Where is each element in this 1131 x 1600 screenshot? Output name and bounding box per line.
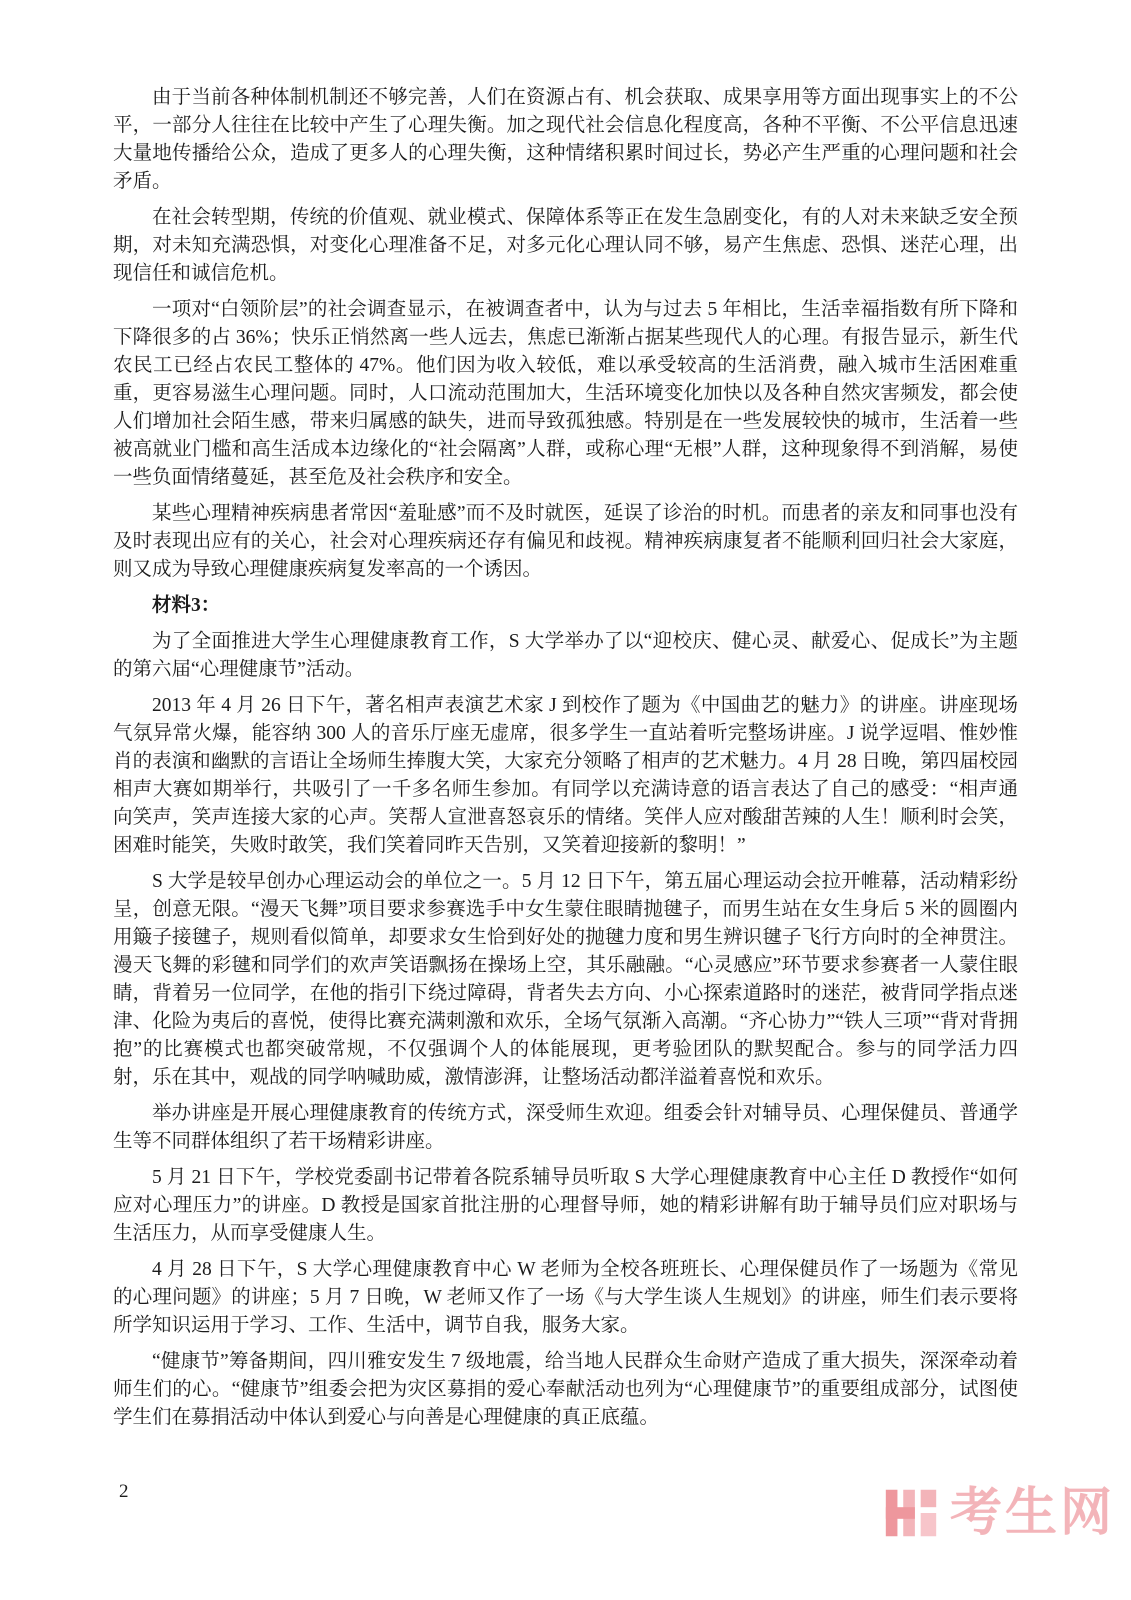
paragraph: 由于当前各种体制机制还不够完善，人们在资源占有、机会获取、成果享用等方面出现事实上的不公平，一部分人往往在比较中产生了心理失衡。加之现代社会信息化程度高，各种不平衡、不公平信息迅速大量地传播给公众，造成了更多人的心理失衡，这种情绪积累时间过长，势必产生严重的心理问题和社会矛盾。: [113, 87, 1018, 192]
watermark: [880, 1482, 1115, 1544]
paragraph: 举办讲座是开展心理健康教育的传统方式，深受师生欢迎。组委会针对辅导员、心理保健员、普通学生等不同群体组织了若干场精彩讲座。: [113, 1103, 1018, 1152]
paragraph: “健康节”筹备期间，四川雅安发生 7 级地震，给当地人民群众生命财产造成了重大损失，深深牵动着师生们的心。“健康节”组委会把为灾区募捐的爱心奉献活动也列为“心理健康节”的重要组成部分，试图使学生们在募捐活动中体认到爱心与向善是心理健康的真正底蕴。: [113, 1351, 1018, 1428]
paragraph: 5 月 21 日下午，学校党委副书记带着各院系辅导员听取 S 大学心理健康教育中心主任 D 教授作“如何应对心理压力”的讲座。D 教授是国家首批注册的心理督导师，她的精彩讲解有助于辅导员们应对职场与生活压力，从而享受健康人生。: [113, 1167, 1018, 1244]
paragraph: 在社会转型期，传统的价值观、就业模式、保障体系等正在发生急剧变化，有的人对未来缺乏安全预期，对未知充满恐惧，对变化心理准备不足，对多元化心理认同不够，易产生焦虑、恐惧、迷茫心理，出现信任和诚信危机。: [113, 207, 1018, 284]
paragraph: 为了全面推进大学生心理健康教育工作，S 大学举办了以“迎校庆、健心灵、献爱心、促成长”为主题的第六届“心理健康节”活动。: [113, 631, 1018, 680]
paragraph: 一项对“白领阶层”的社会调查显示，在被调查者中，认为与过去 5 年相比，生活幸福指数有所下降和下降很多的占 36%；快乐正悄然离一些人远去，焦虑已渐渐占据某些现代人的心理。有报告显示，新生代农民工已经占农民工整体的 47%。他们因为收入较低，难以承受较高的生活消费，融入城市生活困难重重，更容易滋生心理问题。同时，人口流动范围加大，生活环境变化加快以及各种自然灾害频发，都会使人们增加社会陌生感，带来归属感的缺失，进而导致孤独感。特别是在一些发展较快的城市，生活着一些被高就业门槛和高生活成本边缘化的“社会隔离”人群，或称心理“无根”人群，这种现象得不到消解，易使一些负面情绪蔓延，甚至危及社会秩序和安全。: [113, 299, 1018, 488]
paragraph: S 大学是较早创办心理运动会的单位之一。5 月 12 日下午，第五届心理运动会拉开帷幕，活动精彩纷呈，创意无限。“漫天飞舞”项目要求参赛选手中女生蒙住眼睛抛毽子，而男生站在女生身后 5 米的圆圈内用簸子接毽子，规则看似简单，却要求女生恰到好处的抛毽力度和男生辨识毽子飞行方向时的全神贯注。漫天飞舞的彩毽和同学们的欢声笑语飘扬在操场上空，其乐融融。“心灵感应”环节要求参赛者一人蒙住眼睛，背着另一位同学，在他的指引下绕过障碍，背者失去方向、小心探索道路时的迷茫，被背同学指点迷津、化险为夷后的喜悦，使得比赛充满刺激和欢乐，全场气氛渐入高潮。“齐心协力”“铁人三项”“背对背拥抱”的比赛模式也都突破常规，不仅强调个人的体能展现，更考验团队的默契配合。参与的同学活力四射，乐在其中，观战的同学呐喊助威，激情澎湃，让整场活动都洋溢着喜悦和欢乐。: [113, 871, 1018, 1088]
document-content: [113, 84, 1018, 1440]
paragraph: 4 月 28 日下午，S 大学心理健康教育中心 W 老师为全校各班班长、心理保健员作了一场题为《常见的心理问题》的讲座；5 月 7 日晚，W 老师又作了一场《与大学生谈人生规划》的讲座，师生们表示要将所学知识运用于学习、工作、生活中，调节自我，服务大家。: [113, 1259, 1018, 1336]
paragraph: 某些心理精神疾病患者常因“羞耻感”而不及时就医，延误了诊治的时机。而患者的亲友和同事也没有及时表现出应有的关心，社会对心理疾病还存有偏见和歧视。精神疾病康复者不能顺利回归社会大家庭，则又成为导致心理健康疾病复发率高的一个诱因。: [113, 503, 1018, 580]
watermark-text: 考生网: [949, 1484, 1115, 1542]
section-heading: 材料3：: [152, 595, 221, 616]
page-number: 2: [119, 1481, 129, 1502]
paragraph: 2013 年 4 月 26 日下午，著名相声表演艺术家 J 到校作了题为《中国曲艺的魅力》的讲座。讲座现场气氛异常火爆，能容纳 300 人的音乐厅座无虚席，很多学生一直站着听完整场讲座。J 说学逗唱、惟妙惟肖的表演和幽默的言语让全场师生捧腹大笑，大家充分领略了相声的艺术魅力。4 月 28 日晚，第四届校园相声大赛如期举行，共吸引了一千多名师生参加。有同学以充满诗意的语言表达了自己的感受：“相声通向笑声，笑声连接大家的心声。笑帮人宣泄喜怒哀乐的情绪。笑伴人应对酸甜苦辣的人生！顺利时会笑，困难时能笑，失败时敢笑，我们笑着同昨天告别，又笑着迎接新的黎明！”: [113, 695, 1018, 856]
kaosheng-logo-icon: [880, 1482, 942, 1544]
